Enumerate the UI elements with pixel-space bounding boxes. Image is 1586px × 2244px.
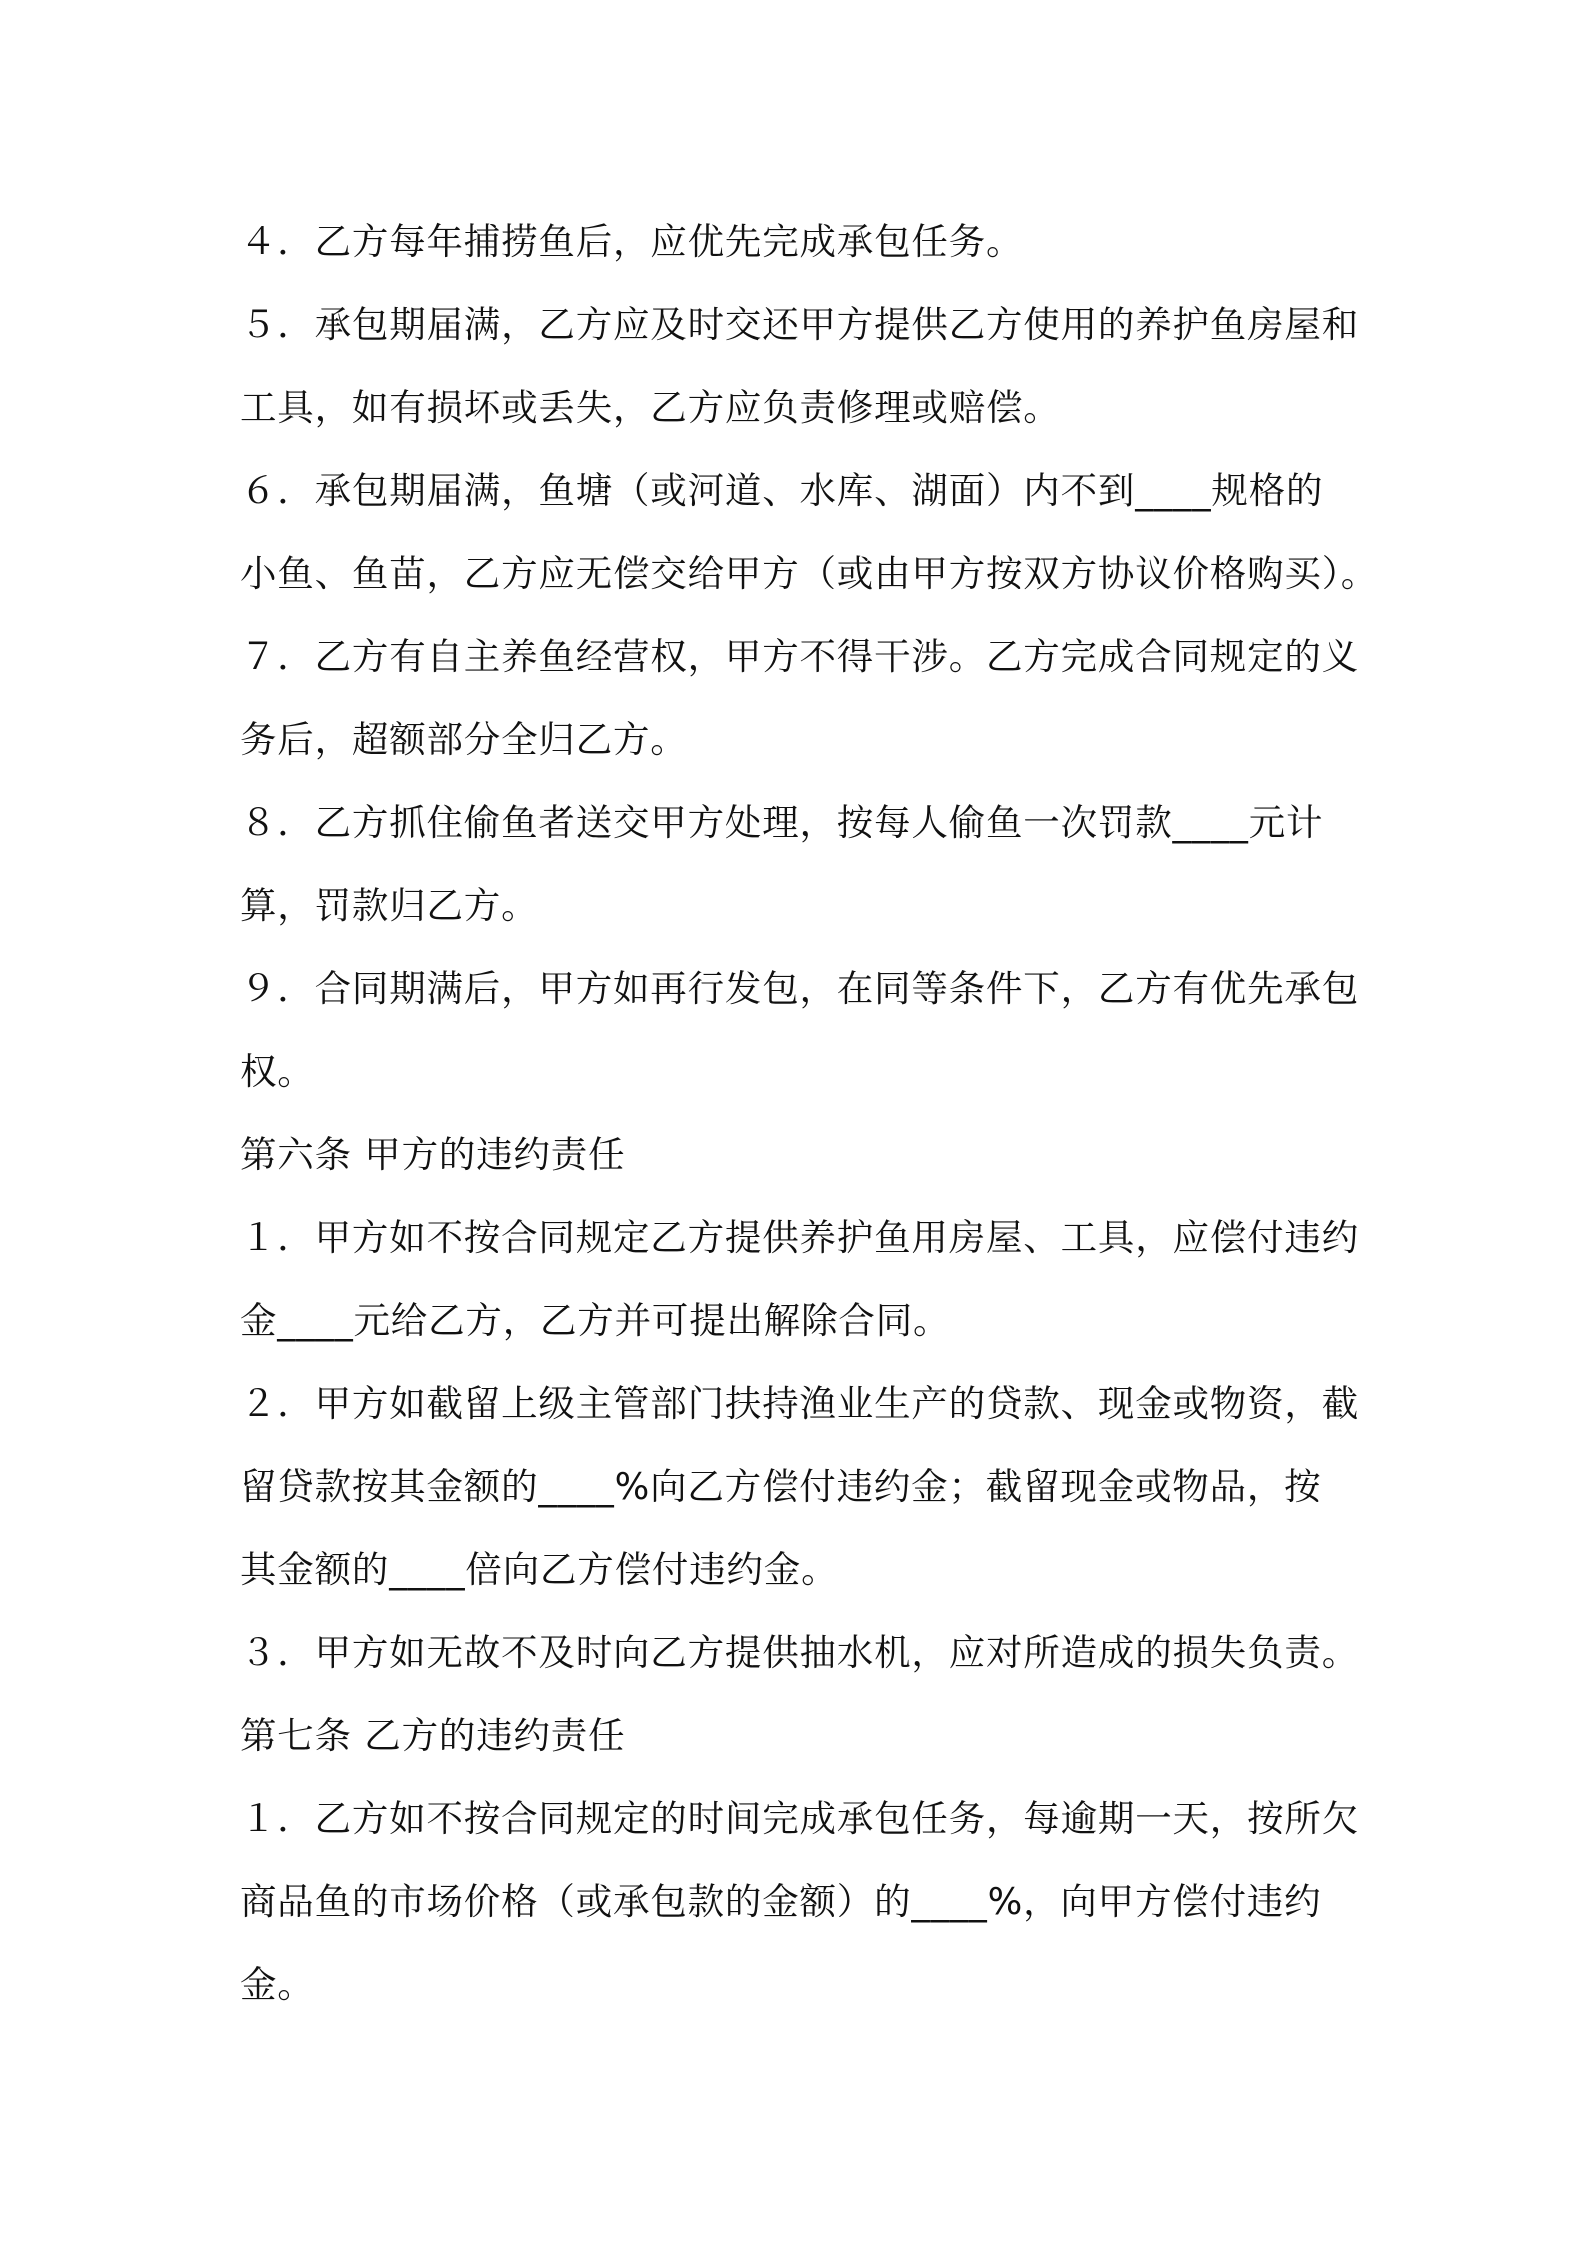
clause-7-item-1-line-2: 商品鱼的市场价格（或承包款的金额）的____%，向甲方偿付违约 [240,1880,1322,1923]
clause-5-item-9-line-1: ９．合同期满后，甲方如再行发包，在同等条件下，乙方有优先承包 [240,967,1359,1010]
clause-6-item-2-line-1: ２．甲方如截留上级主管部门扶持渔业生产的贷款、现金或物资，截 [240,1382,1359,1425]
clause-6-item-3-line-1: ３．甲方如无故不及时向乙方提供抽水机，应对所造成的损失负责。 [240,1631,1359,1674]
clause-5-item-7-line-1: ７．乙方有自主养鱼经营权，甲方不得干涉。乙方完成合同规定的义 [240,635,1359,678]
clause-7-item-1-line-3: 金。 [240,1963,315,2006]
clause-5-item-4-line-1: ４．乙方每年捕捞鱼后，应优先完成承包任务。 [240,220,1024,263]
clause-6-item-2-line-3: 其金额的____倍向乙方偿付违约金。 [240,1548,839,1591]
clause-5-item-8-line-1: ８．乙方抓住偷鱼者送交甲方处理，按每人偷鱼一次罚款____元计 [240,801,1324,844]
clause-5-item-5-line-2: 工具，如有损坏或丢失，乙方应负责修理或赔偿。 [240,386,1061,429]
clause-5-item-6-line-1: ６．承包期届满，鱼塘（或河道、水库、湖面）内不到____规格的 [240,469,1324,512]
document-body [240,200,1380,2026]
article-7-heading: 第七条 乙方的违约责任 [240,1714,626,1757]
clause-5-item-5-line-1: ５．承包期届满，乙方应及时交还甲方提供乙方使用的养护鱼房屋和 [240,303,1359,346]
clause-7-item-1-line-1: １．乙方如不按合同规定的时间完成承包任务，每逾期一天，按所欠 [240,1797,1359,1840]
clause-5-item-9-line-2: 权。 [240,1050,315,1093]
clause-6-item-1-line-2: 金____元给乙方，乙方并可提出解除合同。 [240,1299,951,1342]
clause-6-item-2-line-2: 留贷款按其金额的____%向乙方偿付违约金；截留现金或物品，按 [240,1465,1322,1508]
clause-6-item-1-line-1: １．甲方如不按合同规定乙方提供养护鱼用房屋、工具，应偿付违约 [240,1216,1359,1259]
clause-5-item-8-line-2: 算，罚款归乙方。 [240,884,539,927]
article-6-heading: 第六条 甲方的违约责任 [240,1133,626,1176]
clause-5-item-6-line-2: 小鱼、鱼苗，乙方应无偿交给甲方（或由甲方按双方协议价格购买）。 [240,552,1379,595]
clause-5-item-7-line-2: 务后，超额部分全归乙方。 [240,718,688,761]
